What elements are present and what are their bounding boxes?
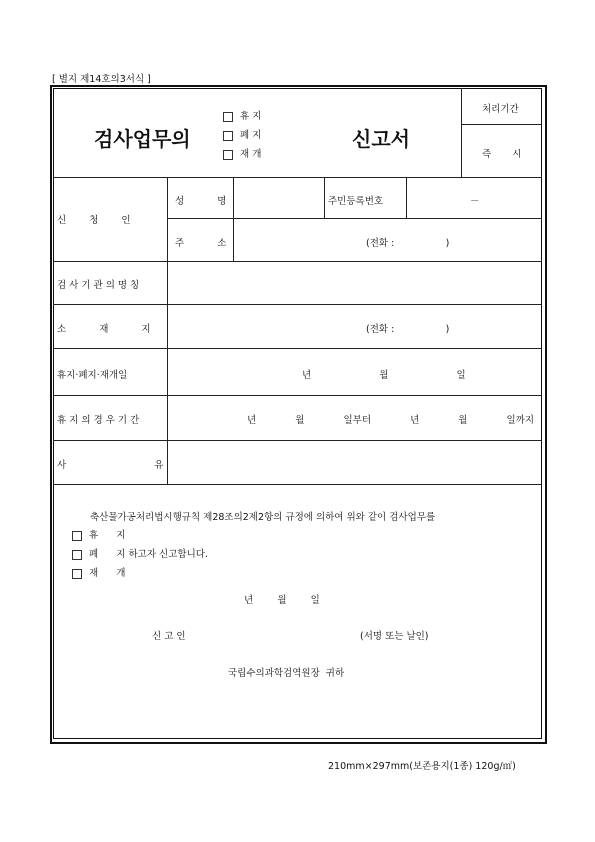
agency-name-label: 검사기관의명칭 xyxy=(57,280,143,291)
title-option-suspend: 휴 지 xyxy=(223,108,261,122)
location-label: 소 재 지 xyxy=(57,324,151,335)
checkbox-icon xyxy=(72,569,82,579)
declaration-date: 년 월 일 xyxy=(244,595,320,606)
period-value: 년 월 일부터 년 월 일까지 xyxy=(247,415,535,426)
date-value: 년 월 일 xyxy=(302,370,466,381)
address-phone: (전화 : ) xyxy=(366,238,450,249)
period-label: 휴지의경우기간 xyxy=(57,415,143,426)
name-label: 성 명 xyxy=(175,196,227,207)
checkbox-icon xyxy=(223,112,233,122)
title-option-resume: 재 개 xyxy=(223,146,261,160)
declaration-option-suspend: 휴 지 xyxy=(72,527,125,541)
checkbox-icon xyxy=(223,131,233,141)
form-title-right: 신고서 xyxy=(352,127,410,151)
processing-period-value: 즉 시 xyxy=(482,149,522,160)
paper-spec-footer: 210mm×297mm(보존용지(1종) 120g/㎡) xyxy=(328,761,516,772)
declaration-option-close: 폐 지 하고자 신고합니다. xyxy=(72,546,208,560)
title-option-close: 폐 지 xyxy=(223,127,261,141)
rrn-label: 주민등록번호 xyxy=(328,196,384,207)
signature-note: (서명 또는 날인) xyxy=(360,631,429,642)
checkbox-icon xyxy=(72,531,82,541)
checkbox-icon xyxy=(223,150,233,160)
date-label: 휴지·폐지·재개일 xyxy=(57,370,128,381)
applicant-section-label: 신 청 인 xyxy=(57,215,131,226)
address-label: 주 소 xyxy=(175,238,227,249)
processing-period-label: 처리기간 xyxy=(482,104,519,115)
location-phone: (전화 : ) xyxy=(366,324,450,335)
declaration-option-resume: 재 개 xyxy=(72,565,125,579)
rrn-separator: － xyxy=(470,196,480,207)
reason-label: 사 유 xyxy=(57,460,164,471)
reporter-label: 신 고 인 xyxy=(152,631,186,642)
checkbox-icon xyxy=(72,550,82,560)
declaration-statement: 축산물가공처리법시행규칙 제28조의2제2항의 규정에 의하여 위와 같이 검사업무를 xyxy=(90,512,436,523)
form-title-left: 검사업무의 xyxy=(94,127,191,151)
form-number: [ 별지 제14호의3서식 ] xyxy=(52,74,151,85)
addressee: 국립수의과학검역원장 귀하 xyxy=(228,668,345,679)
